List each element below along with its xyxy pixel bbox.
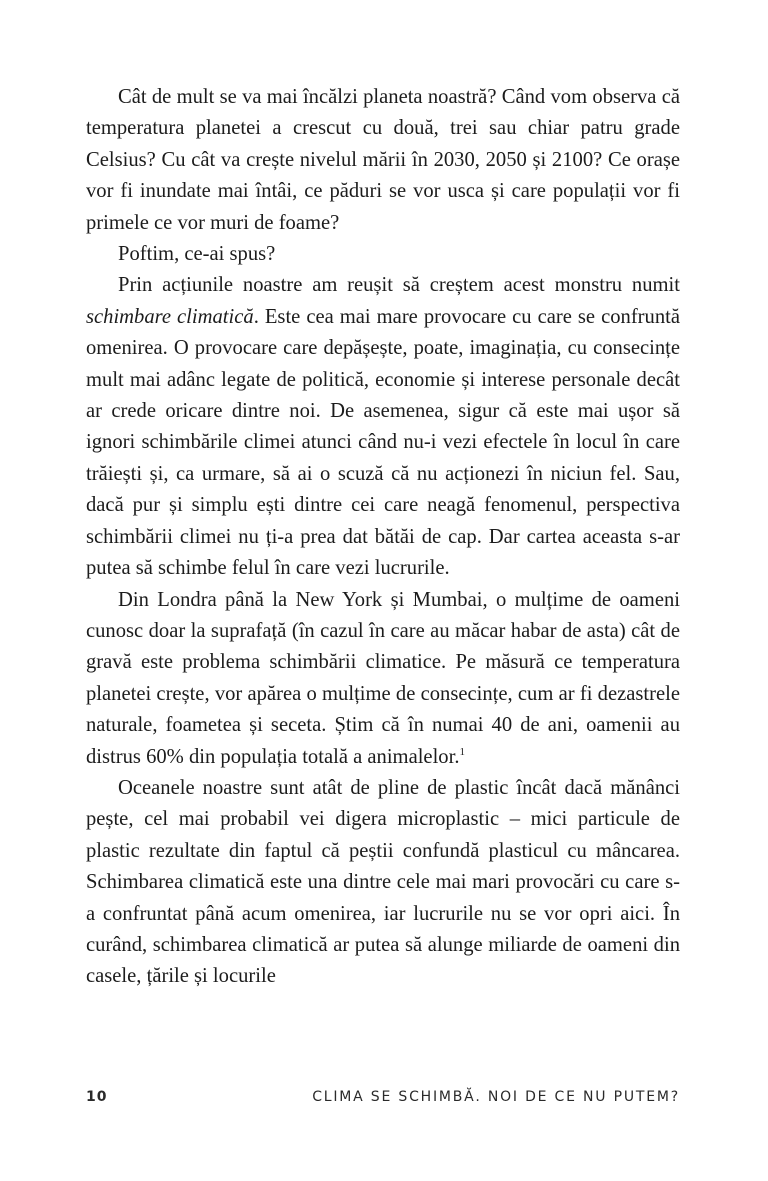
body-text (86, 82, 680, 993)
paragraph-5: Oceanele noastre sunt atât de pline de plastic încât dacă mănânci pește, cel mai probabil vei digera microplastic – mici particule de plastic rezultate din faptul că peștii confundă plasticul cu mâncarea. Schimbarea climatică este una dintre cele mai mari provocări cu care s-a confruntat până acum omenirea, iar lucrurile nu se vor opri aici. În curând, schimbarea climatică ar putea să alunge miliarde de oameni din casele, țările și locurile (86, 776, 680, 988)
paragraph-4-text: Din Londra până la New York și Mumbai, o mulțime de oameni cunosc doar la suprafață (în cazul în care au măcar habar de asta) cât de gravă este problema schimbării climatice. Pe măsură ce temperatura planetei crește, vor apărea o mulțime de consecințe, cum ar fi dezastrele naturale, foametea și seceta. Știm că în numai 40 de ani, oamenii au distrus 60% din populația totală a animalelor. (86, 588, 680, 768)
italic-term: schimbare climatică (86, 305, 254, 328)
page-footer (86, 1089, 680, 1111)
page-number: 10 (86, 1089, 108, 1105)
paragraph-4 (86, 585, 680, 773)
footnote-marker: 1 (459, 745, 465, 758)
paragraph-1: Cât de mult se va mai încălzi planeta noastră? Când vom observa că temperatura planetei a crescut cu două, trei sau chiar patru grade Celsius? Cu cât va crește nivelul mării în 2030, 2050 și 2100? Ce orașe vor fi inundate mai întâi, ce păduri se vor usca și care populații vor fi primele ce vor muri de foame? (86, 86, 680, 234)
paragraph-3 (86, 270, 680, 584)
paragraph-3-end: . Este cea mai mare provocare cu care se confruntă omenirea. O provocare care depășește, poate, imaginația, cu consecințe mult mai adânc legate de politică, economie și interese personale decât ar crede oricare dintre noi. De asemenea, sigur că este mai ușor să ignori schimbările climei atunci când nu-i vezi efectele în locul în care trăiești și, ca urmare, să ai o scuză că nu acționezi în niciun fel. Sau, dacă pur și simplu ești dintre cei care neagă fenomenul, perspectiva schimbării climei nu ți-a prea dat bătăi de cap. Dar cartea aceasta s-ar putea să schimbe felul în care vezi lucrurile. (86, 305, 680, 580)
running-title: CLIMA SE SCHIMBĂ. NOI DE CE NU PUTEM? (312, 1089, 680, 1105)
paragraph-2: Poftim, ce-ai spus? (118, 243, 276, 266)
paragraph-3-start: Prin acțiunile noastre am reușit să creștem acest monstru numit (118, 274, 680, 297)
